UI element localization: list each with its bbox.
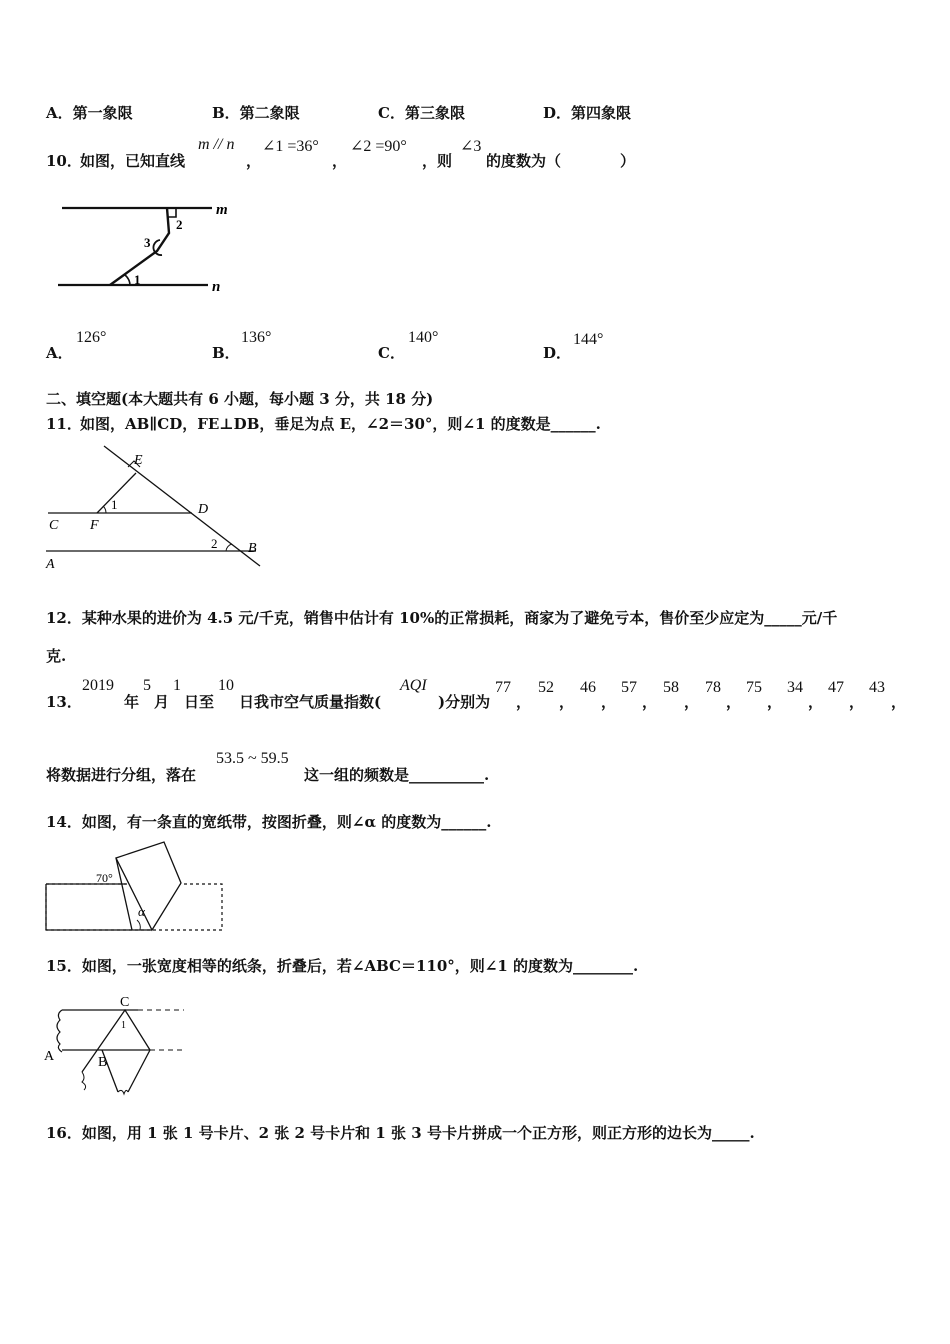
q10-option-d-label: D．: [543, 344, 572, 362]
q10-sep-1: ，: [246, 152, 262, 170]
q10-option-c-value: 140°: [408, 329, 439, 346]
label-n: n: [212, 279, 221, 295]
q9-option-a: A．第一象限: [46, 104, 133, 122]
q13-value: 57: [621, 679, 637, 696]
q9-option-d: D．第四象限: [543, 104, 632, 122]
q13-comma: ，: [767, 693, 783, 711]
label-m: m: [216, 202, 228, 218]
q13-text-fenbie: )分别为: [438, 693, 491, 711]
q13-value: 34: [787, 679, 803, 696]
q13-value: 78: [705, 679, 721, 696]
q12-text-line2: 克.: [46, 647, 67, 665]
q13-number: 13．: [46, 693, 82, 711]
label-c: C: [120, 995, 130, 1010]
q13-text-yue: 月: [154, 693, 170, 711]
q13-value: 52: [538, 679, 554, 696]
right-angle-mark: [168, 208, 176, 217]
torn-edge-left: [57, 1010, 62, 1052]
label-angle2: 2: [176, 217, 183, 232]
q11-number: 11．: [46, 415, 82, 433]
q10-figure: [50, 195, 250, 300]
q13-line1: [46, 677, 906, 717]
q10-number: 10．: [46, 152, 82, 170]
label-b: B: [98, 1055, 108, 1070]
q10-text-3: 的度数为（: [486, 152, 562, 170]
folded-edge-right: [128, 1050, 150, 1092]
q13-aqi: AQI: [400, 677, 427, 694]
q13-day-start: 1: [173, 677, 181, 694]
label-c: C: [49, 518, 59, 533]
q13-day-end: 10: [218, 677, 234, 694]
q10-condition-angle2: ∠2 =90°: [350, 138, 407, 155]
q13-comma: ，: [559, 693, 575, 711]
q10-option-b-label: B．: [212, 344, 240, 362]
label-d: D: [198, 502, 209, 517]
q10-option-b-value: 136°: [241, 329, 272, 346]
q12-text-line1: 12．某种水果的进价为 4.5 元/千克，销售中估计有 10%的正常损耗，商家为了避免亏本，售价至少应定为_____元/千: [46, 609, 838, 627]
q13-text-rizhi: 日至: [184, 693, 215, 711]
q13-comma: ，: [601, 693, 617, 711]
line-db: [104, 446, 260, 566]
q13-comma: ，: [891, 693, 907, 711]
torn-edge-tip: [118, 1090, 128, 1094]
angle1-arc: [125, 275, 130, 285]
label-a: A: [44, 1049, 55, 1064]
q13-value: 43: [869, 679, 885, 696]
label-alpha: α: [138, 904, 145, 919]
q13-value: 47: [828, 679, 844, 696]
folded-flap: [116, 842, 181, 930]
q13-comma: ，: [642, 693, 658, 711]
q11-figure: [40, 440, 270, 572]
q10-sep-2: ，: [332, 152, 348, 170]
label-angle1: 1: [111, 497, 118, 512]
q10-option-a-label: A．: [46, 344, 73, 362]
section-heading: 二、填空题(本大题共有 6 小题，每小题 3 分，共 18 分): [46, 390, 434, 408]
q15-figure: [42, 992, 192, 1096]
q11-text: 如图，AB∥CD，FE⊥DB，垂足为点 E，∠2＝30°，则∠1 的度数是______.: [80, 415, 601, 433]
q10-condition-angle1: ∠1 =36°: [262, 138, 319, 155]
q13-value: 77: [495, 679, 511, 696]
q16-text: 16．如图，用 1 张 1 号卡片、2 张 2 号卡片和 1 张 3 号卡片拼成一个正方形，则正方形的边长为_____.: [46, 1124, 755, 1142]
label-angle2: 2: [211, 536, 218, 551]
q13-comma: ，: [684, 693, 700, 711]
q10-text-2: ，则: [422, 152, 453, 170]
angle2-arc: [226, 544, 232, 551]
q13-value: 46: [580, 679, 596, 696]
q13-value: 75: [746, 679, 762, 696]
q13-value: 58: [663, 679, 679, 696]
q13-line2: [46, 750, 646, 790]
q14-figure: [44, 838, 229, 938]
angle1-arc: [103, 506, 106, 513]
label-angle3: 3: [144, 235, 151, 250]
q13-comma: ，: [516, 693, 532, 711]
q13-comma: ，: [808, 693, 824, 711]
torn-edge-bottom: [82, 1072, 86, 1090]
q10-condition-parallel: m // n: [198, 136, 235, 153]
q13-text-group: 将数据进行分组，落在: [46, 766, 197, 784]
q9-option-c: C．第三象限: [378, 104, 465, 122]
q10-target-angle: ∠3: [460, 138, 482, 155]
q10-paren-close: ）: [620, 152, 636, 170]
q10-option-c-label: C．: [378, 344, 405, 362]
q9-option-b: B．第二象限: [212, 104, 300, 122]
label-e: E: [134, 453, 143, 468]
q13-text-desc: 日我市空气质量指数(: [239, 693, 382, 711]
q13-comma: ，: [849, 693, 865, 711]
q13-month: 5: [143, 677, 151, 694]
q10-option-d-value: 144°: [573, 331, 604, 348]
q10-text-1: 如图，已知直线: [80, 152, 186, 170]
q13-text-question: 这一组的频数是__________.: [304, 766, 490, 784]
alpha-arc: [137, 920, 140, 930]
label-a: A: [46, 557, 55, 572]
q13-comma: ，: [726, 693, 742, 711]
q13-text-nian: 年: [124, 693, 140, 711]
label-70-degree: 70°: [96, 871, 113, 885]
label-angle1: 1: [134, 272, 141, 287]
q10-option-a-value: 126°: [76, 329, 107, 346]
q15-text: 15．如图，一张宽度相等的纸条，折叠后，若∠ABC＝110°，则∠1 的度数为________.: [46, 957, 639, 975]
label-f: F: [90, 518, 99, 533]
q13-range: 53.5 ~ 59.5: [216, 750, 289, 767]
label-b: B: [248, 541, 257, 556]
q13-year: 2019: [82, 677, 114, 694]
q14-text: 14．如图，有一条直的宽纸带，按图折叠，则∠α 的度数为______.: [46, 813, 492, 831]
label-angle1: 1: [121, 1020, 126, 1031]
fold-lines: [82, 1010, 150, 1072]
